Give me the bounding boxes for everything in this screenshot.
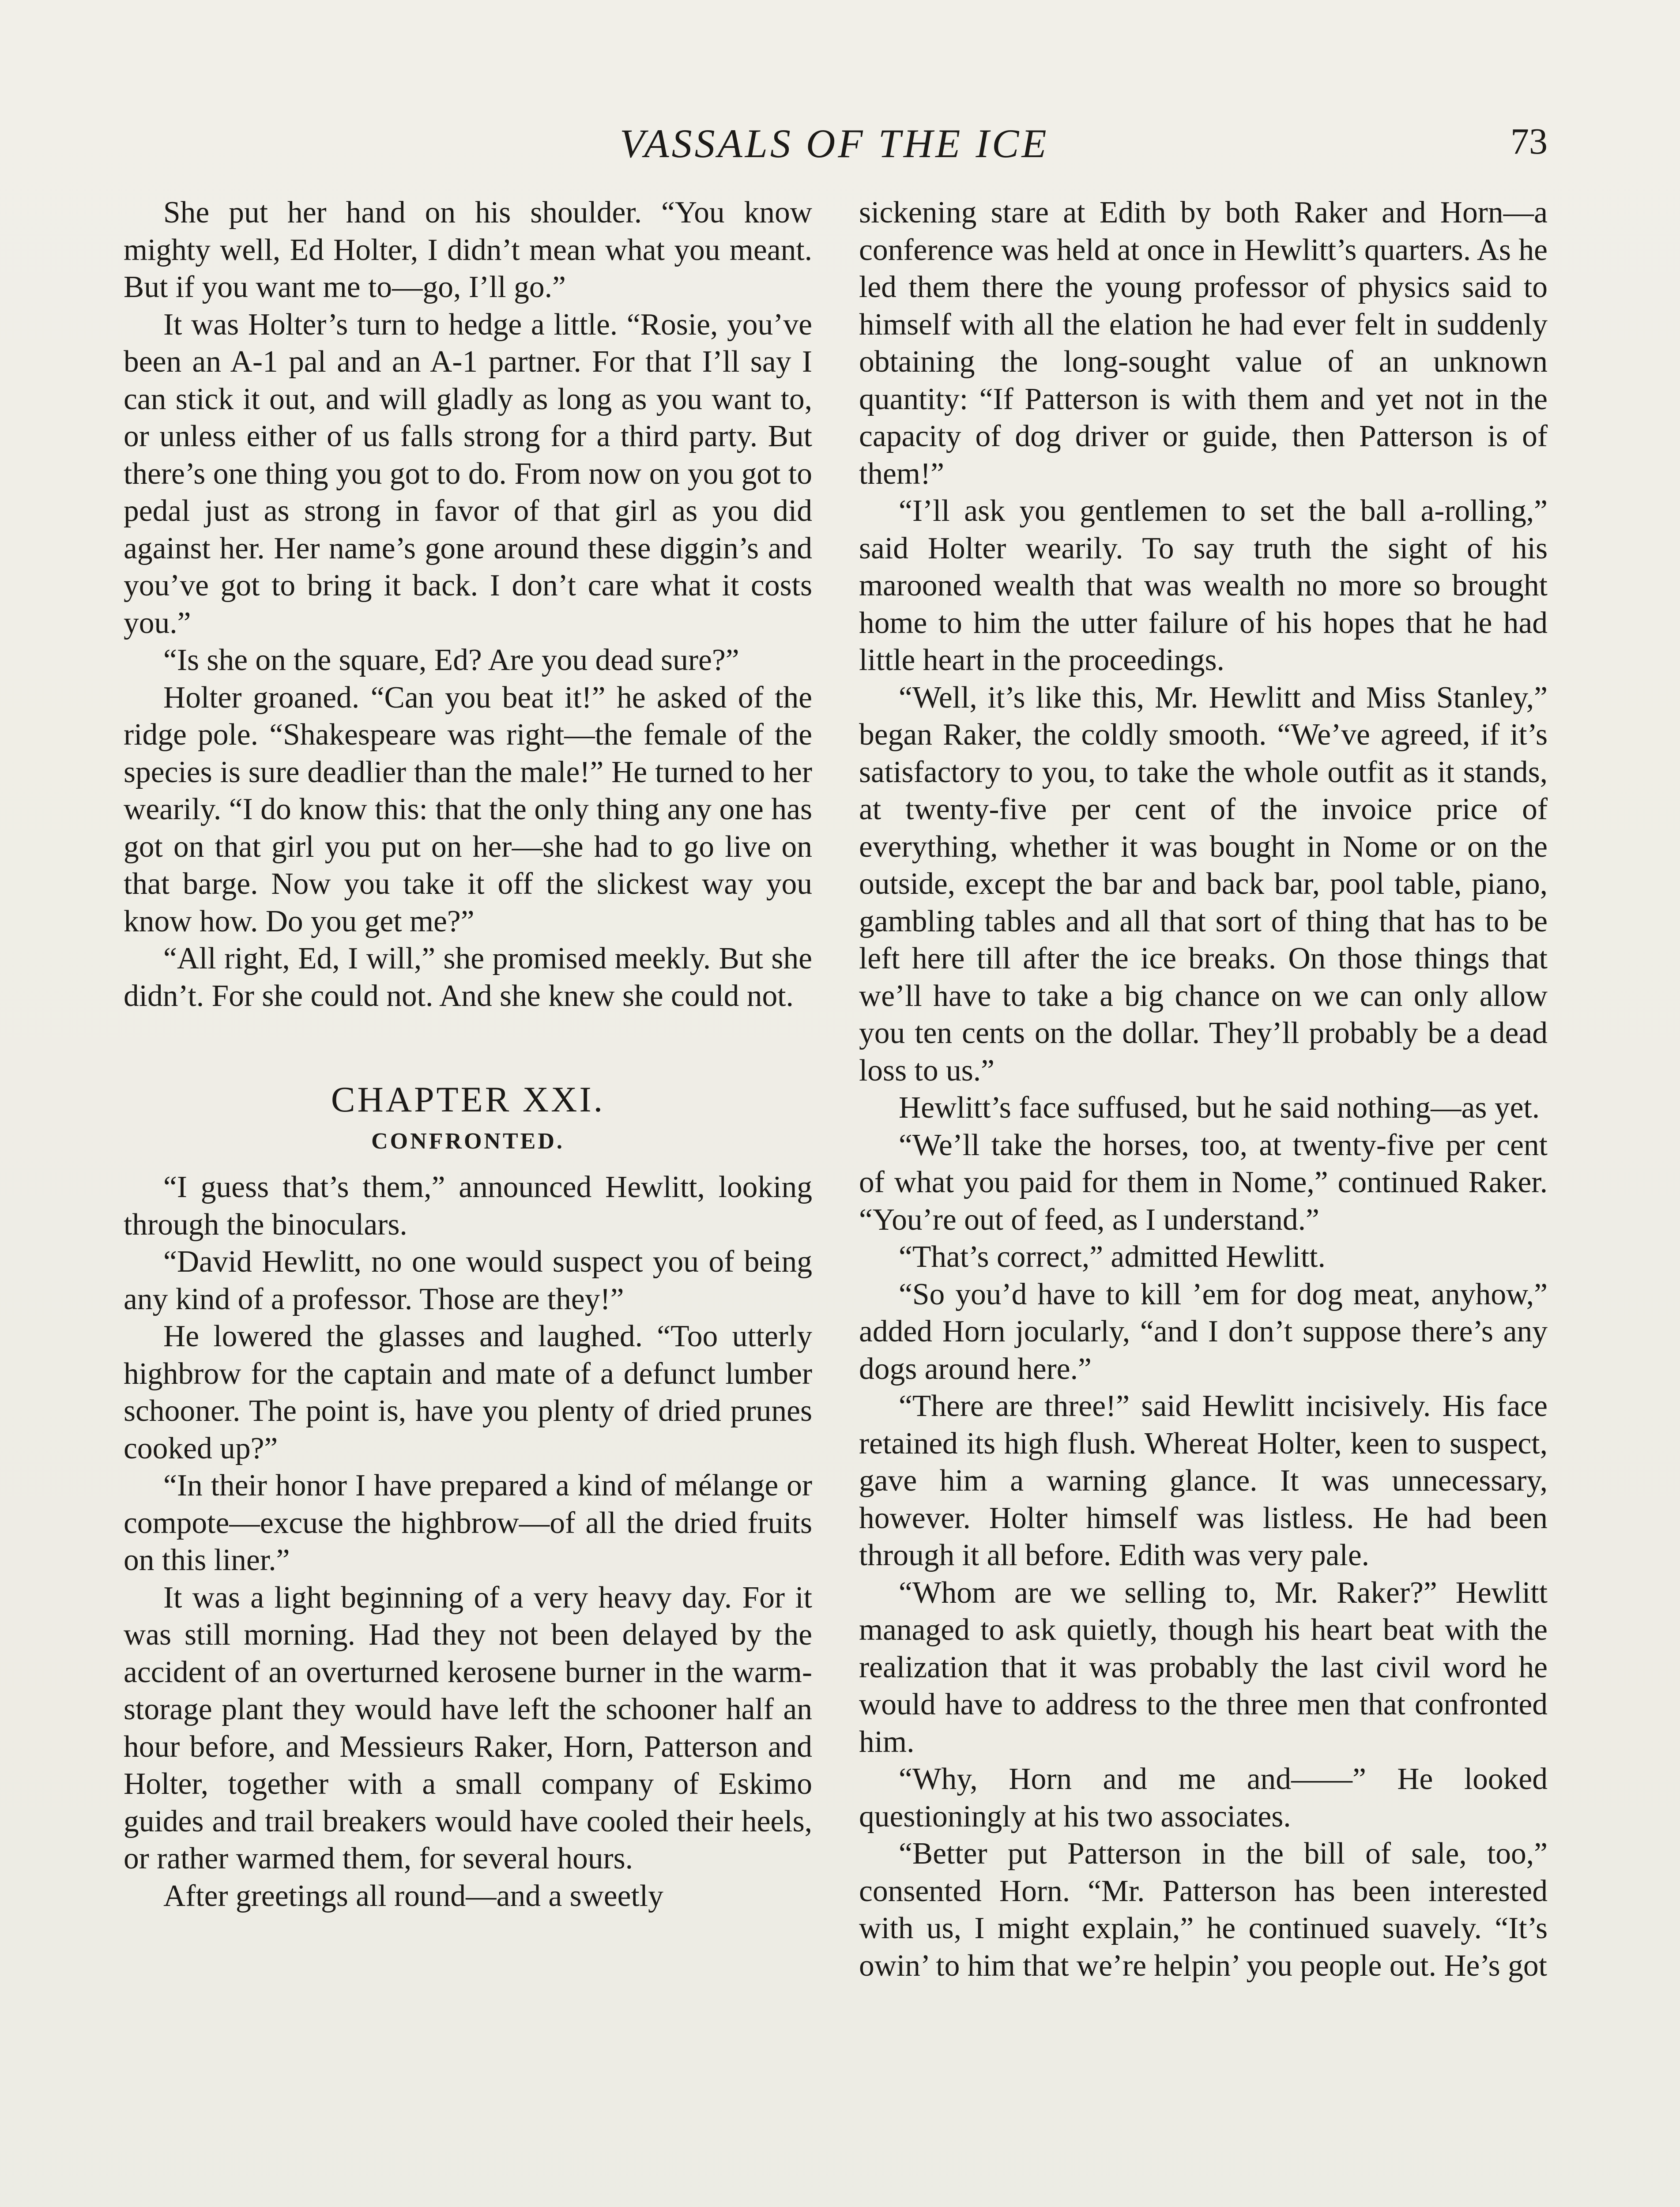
paragraph: “All right, Ed, I will,” she promised meekly. But she didn’t. For she could not. And she knew she could not. <box>124 942 812 1013</box>
paragraph: It was a light beginning of a very heavy day. For it was still morning. Had they not been delayed by the accident of an overturned kerosene burner in the warm-storage plant they would have left the schooner half an hour before, and Messieurs Raker, Horn, Patterson and Holter, together with a small company of Eskimo guides and trail breakers would have cooled their heels, or rather warmed them, for several hours. <box>124 1580 812 1876</box>
paragraph: sickening stare at Edith by both Raker and Horn—a conference was held at once in Hewlitt’s quarters. As he led them there the young professor of physics said to himself with all the elation he had ever felt in suddenly obtaining the long-sought value of an unknown quantity: “If Patterson is with them and yet not in the capacity of dog driver or guide, then Patterson is of them!” <box>859 196 1548 491</box>
paragraph: He lowered the glasses and laughed. “Too utterly highbrow for the captain and mate of a defunct lumber schooner. The point is, have you plenty of dried prunes cooked up?” <box>124 1319 812 1465</box>
chapter-subtitle: CONFRONTED. <box>371 1128 565 1154</box>
paragraph: Hewlitt’s face suffused, but he said nothing—as yet. <box>899 1091 1540 1125</box>
paragraph: “That’s correct,” admitted Hewlitt. <box>899 1240 1326 1274</box>
paragraph: “Better put Patterson in the bill of sale, too,” consented Horn. “Mr. Patterson has been interested with us, I might explain,” he continued suavely. “It’s owin’ to him that we’re helpin’ you people out. He’s got <box>859 1837 1548 1983</box>
paragraph: “Is she on the square, Ed? Are you dead sure?” <box>163 643 739 677</box>
paragraph: “Why, Horn and me and——” He looked questioningly at his two associates. <box>859 1762 1548 1834</box>
running-head: VASSALS OF THE ICE <box>620 121 1049 166</box>
paragraph: After greetings all round—and a sweetly <box>163 1879 663 1913</box>
page-number: 73 <box>1510 121 1548 162</box>
paragraph: It was Holter’s turn to hedge a little. “Rosie, you’ve been an A-1 pal and an A-1 partner. For that I’ll say I can stick it out, and will gladly as long as you want to, or unless either of us falls strong for a third party. But there’s one thing you got to do. From now on you got to pedal just as strong in favor of that girl as you did against her. Her name’s gone around these diggin’s and you’ve got to bring it back. I don’t care what it costs you.” <box>124 307 812 640</box>
paragraph: She put her hand on his shoulder. “You know mighty well, Ed Holter, I didn’t mean what you meant. But if you want me to—go, I’ll go.” <box>124 196 812 304</box>
paragraph: “So you’d have to kill ’em for dog meat, anyhow,” added Horn jocularly, “and I don’t suppose there’s any dogs around here.” <box>859 1277 1548 1386</box>
paragraph: “Whom are we selling to, Mr. Raker?” Hewlitt managed to ask quietly, though his heart beat with the realization that it was probably the last civil word he would have to address to the three men that confronted him. <box>859 1575 1548 1759</box>
paragraph: “I’ll ask you gentlemen to set the ball a-rolling,” said Holter wearily. To say truth the sight of his marooned wealth that was wealth no more so brought home to him the utter failure of his hopes that he had little heart in the proceedings. <box>859 494 1548 677</box>
page-header <box>0 120 1680 169</box>
right-column <box>859 194 1548 1985</box>
paragraph: “David Hewlitt, no one would suspect you of being any kind of a professor. Those are they!” <box>124 1245 812 1316</box>
paragraph: “There are three!” said Hewlitt incisively. His face retained its high flush. Whereat Holter, keen to suspect, gave him a warning glance. It was unnecessary, however. Holter himself was listless. He had been through it all before. Edith was very pale. <box>859 1389 1548 1572</box>
paragraph: “In their honor I have prepared a kind of mélange or compote—excuse the highbrow—of all the dried fruits on this liner.” <box>124 1469 812 1577</box>
chapter-title: CHAPTER XXI. <box>331 1079 605 1119</box>
paragraph: “We’ll take the horses, too, at twenty-five per cent of what you paid for them in Nome,” continued Raker. “You’re out of feed, as I understand.” <box>859 1128 1548 1237</box>
paragraph: Holter groaned. “Can you beat it!” he asked of the ridge pole. “Shakespeare was right—the female of the species is sure deadlier than the male!” He turned to her wearily. “I do know this: that the only thing any one has got on that girl you put on her—she had to go live on that barge. Now you take it off the slickest way you know how. Do you get me?” <box>124 680 812 938</box>
paragraph: “I guess that’s them,” announced Hewlitt, looking through the binoculars. <box>124 1170 812 1242</box>
left-column <box>124 194 812 1915</box>
paragraph: “Well, it’s like this, Mr. Hewlitt and Miss Stanley,” began Raker, the coldly smooth. “We’ve agreed, if it’s satisfactory to you, to take the whole outfit as it stands, at twenty-five per cent of the invoice price of everything, whether it was bought in Nome or on the outside, except the bar and back bar, pool table, piano, gambling tables and all that sort of thing that has to be left here till after the ice breaks. On those things that we’ll have to take a big chance on we can only allow you ten cents on the dollar. They’ll probably be a dead loss to us.” <box>859 680 1548 1088</box>
